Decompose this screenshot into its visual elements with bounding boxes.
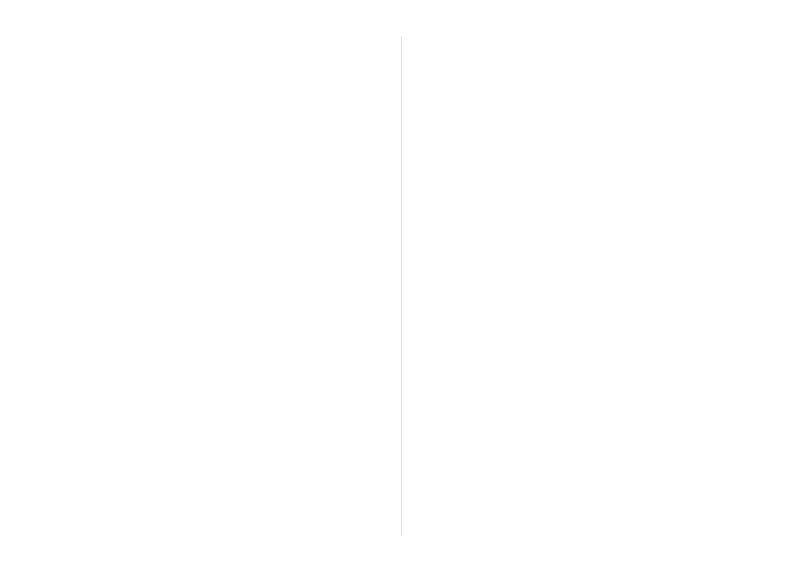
left-question-list [46, 39, 390, 69]
column-divider [401, 36, 402, 536]
left-column [46, 0, 390, 74]
